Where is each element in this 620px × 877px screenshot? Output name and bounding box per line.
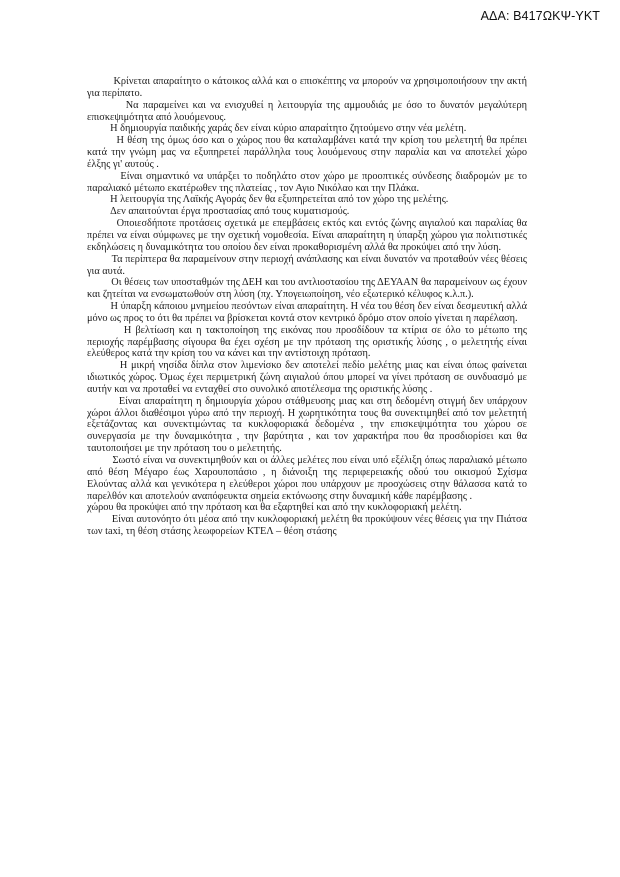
paragraph: Η λειτουργία της Λαϊκής Αγοράς δεν θα εξυπηρετείται από τον χώρο της μελέτης. [87, 194, 449, 206]
document-code: ΑΔΑ: Β417ΩΚΨ-ΥΚΤ [480, 9, 600, 23]
paragraph: Είναι σημαντικό να υπάρξει το ποδηλάτο στον χώρο με προοπτικές σύνδεσης διαδρομών με το παραλιακό μέτωπο εκατέρωθεν της πλατείας , τον Αγιο Νικόλαο και την Πλάκα. [87, 170, 527, 194]
paragraph: Είναι αυτονόητο ότι μέσα από την κυκλοφοριακή μελέτη θα προκύψουν νέες θέσεις για την Πιάτσα των taxi, τη θέση στάσης λεωφορείων ΚΤΕΛ – θέση στάσης [87, 514, 527, 538]
paragraph: Η βελτίωση και η τακτοποίηση της εικόνας που προσδίδουν τα κτίρια σε όλο το μέτωπο της περιοχής παρέμβασης σίγουρα θα έχει σχέση με την πρόταση της οριστικής λύσης , ο μελετητής είναι ελεύθερος κατά την κρίση του να κάνει και την αντίστοιχη πρόταση. [87, 324, 527, 360]
paragraph: Τα περίπτερα θα παραμείνουν στην περιοχή ανάπλασης και είναι δυνατόν να προταθούν νέες θέσεις για αυτά. [87, 253, 527, 277]
paragraph: Η μικρή νησίδα δίπλα στον λιμενίσκο δεν αποτελεί πεδίο μελέτης μιας και είναι όπως φαίνεται ιδιωτικός χώρος. Όμως έχει περιμετρική ζώνη αιγιαλού όπου μπορεί να γίνει πρόταση σε συνδυασμό με αυτήν και να προταθεί να ενταχθεί στο συνολικό αποτέλεσμα της οριστικής λύσης . [87, 360, 527, 395]
paragraph: Κρίνεται απαραίτητο ο κάτοικος αλλά και ο επισκέπτης να μπορούν να χρησιμοποιήσουν την ακτή για περίπατο. [87, 76, 527, 99]
paragraph: χώρου θα προκύψει από την πρόταση και θα εξαρτηθεί και από την κυκλοφοριακή μελέτη. [87, 502, 462, 514]
paragraph: Να παραμείνει και να ενισχυθεί η λειτουργία της αμμουδιάς με όσο το δυνατόν μεγαλύτερη επισκεψιμότητα από λουόμενους. [87, 99, 527, 123]
paragraph: Είναι απαραίτητη η δημιουργία χώρου στάθμευσης μιας και στη δεδομένη στιγμή δεν υπάρχουν χώροι άλλοι διαθέσιμοι γύρω από την περιοχή. Η χωρητικότητα τους θα συνεκτιμηθεί από τον μελετητή εξετάζοντας και συνεκτιμώντας τα κυκλοφοριακά δεδομένα , την επισκεψιμότητα του χώρου σε συνεργασία με την δυναμικότητα , την βαρύτητα , και τον χαρακτήρα που θα προσδιορίσει και θα ταυτοποιήσει με την πρόταση του ο μελετητής. [87, 395, 527, 455]
paragraph: Οι θέσεις των υποσταθμών της ΔΕΗ και του αντλιοστασίου της ΔΕΥΑΑΝ θα παραμείνουν ως έχουν και ζητείται να ενσωματωθούν στη λύση (πχ. Υπογειωποίηση, νέο εξωτερικό κέλυφος κ.λ.π.). [87, 277, 527, 301]
paragraph: Σωστό είναι να συνεκτιμηθούν και οι άλλες μελέτες που είναι υπό εξέλιξη όπως παραλιακό μέτωπο από θέση Μέγαρο έως Χαρουποπάσιο , η διάνοιξη της περιφερειακής οδού του οικισμού Σχίσμα Ελούντας αλλά και γενικότερα η ελεύθεροι χώροι που υπάρχουν με προσχώσεις στην θάλασσα κατά το παρελθόν και αποτελούν αναπόφευκτα σημεία εκτόνωσης στην δυναμική κάθε παρέμβασης . [87, 455, 527, 502]
paragraph: Δεν απαιτούνται έργα προστασίας από τους κυματισμούς. [87, 206, 350, 218]
paragraph: Η δημιουργία παιδικής χαράς δεν είναι κύριο απαραίτητο ζητούμενο στην νέα μελέτη. [87, 123, 467, 135]
paragraph: Η θέση της όμως όσο και ο χώρος που θα καταλαμβάνει κατά την κρίση του μελετητή θα πρέπει κατά την γνώμη μας να εξυπηρετεί παράλληλα τους λουόμενους στην παραλία και να αποτελεί χώρο έλξης γι' αυτούς . [87, 135, 527, 170]
document-body [87, 76, 527, 538]
paragraph: Οποιεσδήποτε προτάσεις σχετικά με επεμβάσεις εκτός και εντός ζώνης αιγιαλού και παραλίας θα πρέπει να είναι σύμφωνες με την σχετική νομοθεσία. Είναι απαραίτητη η ύπαρξη χώρου για πολιτιστικές εκδηλώσεις η δυναμικότητα του οποίου δεν είναι προκαθορισμένη αλλά θα προκύψει από την λύση. [87, 218, 527, 253]
paragraph: Η ύπαρξη κάποιου μνημείου πεσόντων είναι απαραίτητη. Η νέα του θέση δεν είναι δεσμευτική αλλά μόνο ως προς το ότι θα πρέπει να βρίσκεται κοντά στον κεντρικό δρόμο στον οποίο γίνεται η παρέλαση. [87, 301, 527, 324]
